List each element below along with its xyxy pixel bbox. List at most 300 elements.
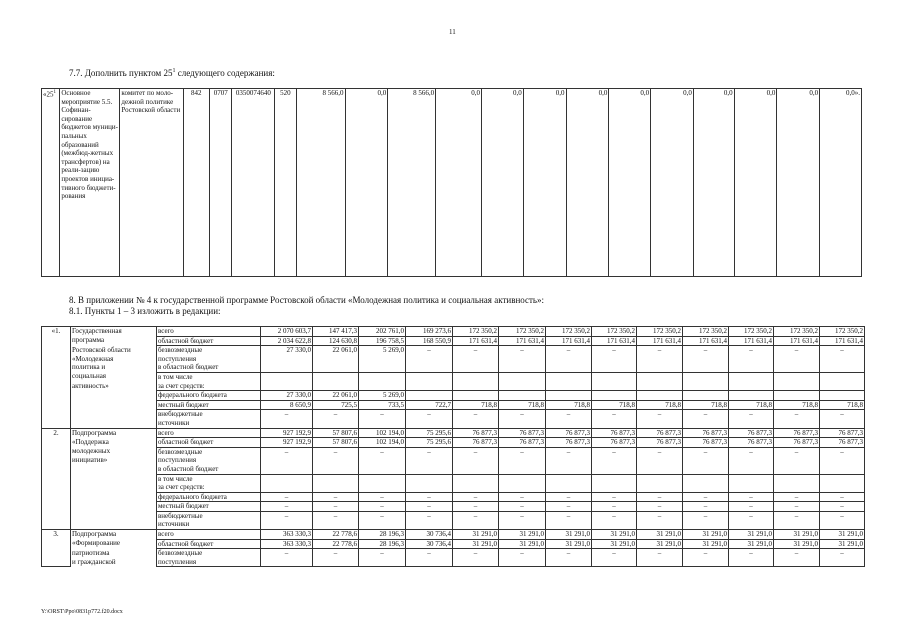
value-cell [313,558,359,567]
value-cell [729,465,774,474]
value-cell: – [774,492,820,502]
value-cell [313,382,359,391]
table-row [42,447,865,456]
value-cell [637,355,683,364]
value-cell: 147 417,3 [313,327,359,337]
item-number: «1. [42,327,71,429]
program-name-line: активность» [71,382,157,391]
value-cell: 172 350,2 [499,327,546,337]
value-cell: – [359,549,406,558]
value-cell [453,382,499,391]
source-label: федерального бюджета [157,391,261,401]
value-cell: 718,8 [683,400,729,410]
value-cell [359,474,406,483]
table-row [42,465,865,474]
value-cell [820,456,865,465]
value-cell: – [453,549,499,558]
value-cell: 733,5 [359,400,406,410]
value-cell [729,391,774,401]
value-cell: – [592,549,637,558]
value-cell [683,391,729,401]
value-cell: 22 778,6 [313,530,359,540]
value-cell: – [774,511,820,520]
value-cell [546,474,592,483]
value-cell: – [359,492,406,502]
value-cell [729,456,774,465]
program-name-line: «Молодежная [71,355,157,364]
value-cell: 31 291,0 [592,530,637,540]
value-cell: – [774,502,820,512]
value-cell [820,474,865,483]
value-cell [499,372,546,381]
program-name-line: социальная [71,372,157,381]
value-cell [359,355,406,364]
value-cell: 202 761,0 [359,327,406,337]
value-cell: 0,0 [566,89,609,277]
value-cell: – [729,410,774,419]
value-cell: 76 877,3 [592,438,637,448]
item-number: 3. [42,530,71,567]
value-cell: 27 330,0 [261,346,313,355]
value-cell: 2 070 603,7 [261,327,313,337]
value-cell [592,372,637,381]
source-label: поступления [157,558,261,567]
value-cell [683,465,729,474]
value-cell [774,419,820,428]
value-cell: – [637,502,683,512]
value-cell [313,372,359,381]
value-cell: – [453,502,499,512]
value-cell [546,419,592,428]
value-cell: – [499,549,546,558]
value-cell [546,372,592,381]
value-cell: 172 350,2 [774,327,820,337]
value-cell [683,520,729,529]
table-row [42,363,865,372]
table-row [42,372,865,381]
value-cell: – [546,447,592,456]
source-label: безвозмездные [157,447,261,456]
value-cell: 75 295,6 [406,438,453,448]
value-cell: – [546,410,592,419]
program-name-line: «Формирование [71,539,157,549]
value-cell: – [637,511,683,520]
value-cell: 102 194,0 [359,438,406,448]
value-cell [359,372,406,381]
source-label: внебюджетные [157,410,261,419]
value-cell: 31 291,0 [820,530,865,540]
value-cell: 171 631,4 [729,336,774,346]
value-cell: 76 877,3 [499,438,546,448]
value-cell: 27 330,0 [261,391,313,401]
value-cell [406,520,453,529]
value-cell: 76 877,3 [683,428,729,438]
value-cell: 76 877,3 [683,438,729,448]
value-cell: – [729,511,774,520]
source-label: всего [157,428,261,438]
value-cell: – [499,511,546,520]
source-label: поступления [157,355,261,364]
value-cell [406,419,453,428]
value-cell: – [637,492,683,502]
value-cell: – [683,511,729,520]
value-cell [729,474,774,483]
value-cell [359,558,406,567]
value-cell: – [592,502,637,512]
value-cell [729,558,774,567]
value-cell [499,363,546,372]
value-cell: 172 350,2 [546,327,592,337]
value-cell: – [820,492,865,502]
value-cell: 171 631,4 [820,336,865,346]
value-cell: – [406,410,453,419]
source-label: всего [157,327,261,337]
value-cell: 0,0 [693,89,734,277]
source-label: за счет средств: [157,382,261,391]
value-cell: – [313,549,359,558]
program-name-line [71,511,157,520]
value-cell [261,419,313,428]
source-label: местный бюджет [157,400,261,410]
value-cell: 171 631,4 [546,336,592,346]
value-cell [261,372,313,381]
value-cell [774,355,820,364]
value-cell: – [820,346,865,355]
value-cell: 0,0 [734,89,777,277]
value-cell: 172 350,2 [729,327,774,337]
value-cell: – [313,447,359,456]
measure-executor: комитет по моло-дежной политике Ростовской области [120,89,183,277]
value-cell [313,474,359,483]
value-cell: 76 877,3 [546,428,592,438]
value-cell: 31 291,0 [546,539,592,549]
table-row [42,483,865,492]
value-cell: 28 196,3 [359,539,406,549]
value-cell: – [637,549,683,558]
value-cell: 22 061,0 [313,391,359,401]
value-cell [261,474,313,483]
value-cell [406,558,453,567]
value-cell: – [359,511,406,520]
value-cell: 76 877,3 [546,438,592,448]
program-name-line: политика и [71,363,157,372]
value-cell: – [820,511,865,520]
value-cell: – [499,346,546,355]
value-cell: – [406,447,453,456]
value-cell: – [729,346,774,355]
value-cell [453,363,499,372]
value-cell [774,372,820,381]
value-cell: 196 758,5 [359,336,406,346]
value-cell: – [683,549,729,558]
value-cell: – [453,410,499,419]
value-cell: – [261,492,313,502]
value-cell: 102 194,0 [359,428,406,438]
value-cell [683,363,729,372]
table-row [42,336,865,346]
source-label: внебюджетные [157,511,261,520]
value-cell [820,465,865,474]
value-cell: – [592,346,637,355]
source-label: областной бюджет [157,539,261,549]
value-cell [499,474,546,483]
value-cell: 172 350,2 [592,327,637,337]
value-cell: 31 291,0 [683,530,729,540]
value-cell: 124 630,8 [313,336,359,346]
value-cell [499,558,546,567]
value-cell [774,363,820,372]
value-cell [406,391,453,401]
value-cell: 171 631,4 [453,336,499,346]
program-name-line [71,474,157,483]
program-name-line: Ростовской области [71,346,157,355]
program-name-line [71,520,157,529]
value-cell [499,465,546,474]
value-cell: 718,8 [453,400,499,410]
value-cell [637,483,683,492]
value-cell [499,520,546,529]
value-cell [359,520,406,529]
value-cell [406,456,453,465]
value-cell: – [261,502,313,512]
value-cell [499,483,546,492]
measure-number: «$25^1$ [42,89,60,277]
value-cell: – [820,549,865,558]
value-cell [546,355,592,364]
value-cell [313,419,359,428]
value-cell: 76 877,3 [499,428,546,438]
code-cell: 0707 [210,89,232,277]
value-cell: 0,0 [651,89,694,277]
value-cell [453,391,499,401]
value-cell [453,520,499,529]
program-name-line: Подпрограмма [71,428,157,438]
program-name-line [71,502,157,512]
value-cell: – [592,511,637,520]
value-cell: – [592,447,637,456]
value-cell: 30 736,4 [406,530,453,540]
program-name-line: инициатив» [71,456,157,465]
value-cell [406,465,453,474]
source-label: в том числе [157,372,261,381]
value-cell [546,363,592,372]
value-cell: – [261,549,313,558]
value-cell: 172 350,2 [453,327,499,337]
value-cell [683,419,729,428]
program-name-line: Государственная [71,327,157,337]
source-label: источники [157,419,261,428]
source-label: в областной бюджет [157,363,261,372]
value-cell: – [546,346,592,355]
value-cell: – [774,346,820,355]
value-cell [820,382,865,391]
value-cell [499,456,546,465]
value-cell: 22 061,0 [313,346,359,355]
value-cell: 30 736,4 [406,539,453,549]
value-cell: – [820,447,865,456]
value-cell [359,382,406,391]
value-cell [453,465,499,474]
value-cell: 168 550,9 [406,336,453,346]
value-cell [406,382,453,391]
value-cell: – [313,410,359,419]
value-cell: 171 631,4 [774,336,820,346]
value-cell: – [546,511,592,520]
value-cell: 169 273,6 [406,327,453,337]
value-cell: 76 877,3 [820,438,865,448]
value-cell [406,372,453,381]
value-cell [820,558,865,567]
table-row [42,539,865,549]
value-cell [546,520,592,529]
value-cell: 718,8 [820,400,865,410]
value-cell [453,474,499,483]
table-row [42,400,865,410]
value-cell [546,391,592,401]
value-cell: 76 877,3 [637,428,683,438]
value-cell: 31 291,0 [729,539,774,549]
value-cell [683,474,729,483]
source-label: областной бюджет [157,438,261,448]
value-cell [637,363,683,372]
table-row [42,346,865,355]
value-cell: 31 291,0 [729,530,774,540]
value-cell [546,382,592,391]
value-cell: 76 877,3 [774,438,820,448]
value-cell [729,483,774,492]
value-cell: 76 877,3 [729,438,774,448]
value-cell [774,456,820,465]
source-label: федерального бюджета [157,492,261,502]
value-cell: 76 877,3 [820,428,865,438]
table-row [42,549,865,558]
value-cell: – [637,447,683,456]
value-cell [406,474,453,483]
measure-name: Основное мероприятие 5.5. Софинан-сирование бюджетов муници-пальных образований (межбюд-жетных трансфертов) на реали-зацию проектов инициа-тивного бюджети-рования [60,89,120,277]
value-cell: 31 291,0 [774,530,820,540]
value-cell: 171 631,4 [592,336,637,346]
program-name-line: молодежных [71,447,157,456]
value-cell [499,355,546,364]
program-name-line [71,465,157,474]
table-row [42,382,865,391]
source-label: источники [157,520,261,529]
value-cell: 722,7 [406,400,453,410]
program-name-line: и гражданской [71,558,157,567]
value-cell [359,483,406,492]
value-cell: – [261,511,313,520]
value-cell [592,520,637,529]
value-cell [820,520,865,529]
value-cell [729,355,774,364]
table-row [42,474,865,483]
value-cell: 8 566,0 [388,89,436,277]
value-cell [359,419,406,428]
value-cell [729,363,774,372]
value-cell: – [729,549,774,558]
value-cell [683,355,729,364]
value-cell [592,483,637,492]
value-cell: 718,8 [546,400,592,410]
value-cell: – [359,447,406,456]
value-cell: 718,8 [637,400,683,410]
value-cell [774,382,820,391]
table-row [42,511,865,520]
value-cell [453,483,499,492]
value-cell: 725,5 [313,400,359,410]
value-cell: – [359,410,406,419]
value-cell [499,419,546,428]
value-cell [313,520,359,529]
value-cell: 5 269,0 [359,346,406,355]
value-cell [592,456,637,465]
value-cell: 718,8 [729,400,774,410]
item-number: 2. [42,428,71,530]
value-cell [453,558,499,567]
table-row [42,428,865,438]
value-cell: 363 330,3 [261,539,313,549]
value-cell: 57 807,6 [313,428,359,438]
value-cell: – [453,511,499,520]
value-cell: – [499,492,546,502]
value-cell [261,363,313,372]
program-name-line [71,492,157,502]
value-cell: – [774,447,820,456]
value-cell: – [261,410,313,419]
value-cell: – [592,492,637,502]
heading-8: 8. В приложении № 4 к государственной программе Ростовской области «Молодежная политика и социальная активность»: [69,295,545,305]
source-label: за счет средств: [157,483,261,492]
file-path: Y:\ORST\Ppo\0831p772.f20.docx [41,609,123,615]
value-cell: 2 034 622,8 [261,336,313,346]
table-row [42,492,865,502]
value-cell: 363 330,3 [261,530,313,540]
value-cell: 76 877,3 [592,428,637,438]
value-cell [774,520,820,529]
page-number: 11 [449,28,456,36]
value-cell [406,355,453,364]
code-cell: 842 [183,89,209,277]
heading-8-1: 8.1. Пункты 1 – 3 изложить в редакции: [69,306,221,316]
value-cell [592,382,637,391]
value-cell: – [313,511,359,520]
value-cell [637,558,683,567]
value-cell [592,558,637,567]
value-cell [774,474,820,483]
value-cell [546,558,592,567]
table-row [42,558,865,567]
value-cell: 171 631,4 [683,336,729,346]
value-cell: 76 877,3 [774,428,820,438]
value-cell: 75 295,6 [406,428,453,438]
value-cell: 718,8 [499,400,546,410]
table-row [42,355,865,364]
value-cell: – [313,502,359,512]
value-cell [261,483,313,492]
program-name-line: патриотизма [71,549,157,558]
source-label: безвозмездные [157,549,261,558]
table-row [42,391,865,401]
value-cell [637,372,683,381]
value-cell [453,372,499,381]
source-label: всего [157,530,261,540]
value-cell [637,382,683,391]
table-row [42,419,865,428]
value-cell [546,483,592,492]
value-cell [261,382,313,391]
value-cell [592,474,637,483]
value-cell [453,456,499,465]
